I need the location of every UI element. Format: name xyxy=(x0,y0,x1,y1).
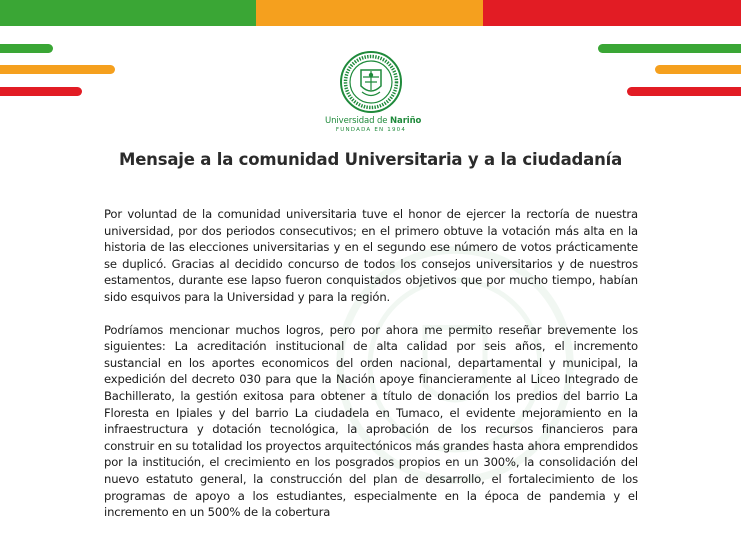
university-name xyxy=(325,116,422,126)
university-name-bold: Nariño xyxy=(390,116,422,126)
top-bar-green xyxy=(0,0,256,26)
top-bar-red xyxy=(483,0,741,26)
left-stripe-red xyxy=(0,87,82,96)
paragraph-2: Podríamos mencionar muchos logros, pero por ahora me permito reseñar brevemente los siguientes: La acreditación institucional de alta calidad por seis años, el incremento sustancial en los aportes economicos del orden nacional, departamental y municipal, la expedición del decreto 030 para que la Nación apoye financieramente al Liceo Integrado de Bachillerato, la gestión exitosa para obtener a título de donación los predios del barrio La Floresta en Ipiales y del barrio La ciudadela en Tumaco, el evidente mejoramiento en la infraestructura y dotación tecnológica, la aprobación de los recursos financieros para construir en su totalidad los proyectos arquitectónicos más grandes hasta ahora emprendidos por la institución, el crecimiento en los posgrados propios en un 300%, la consolidación del nuevo estatuto general, la construcción del plan de desarrollo, el fortalecimiento de los programas de apoyo a los estudiantes, especialmente en la época de pandemia y el incremento en un 500% de la cobertura xyxy=(104,322,638,520)
university-name-prefix: Universidad de xyxy=(325,116,391,126)
document-body xyxy=(104,206,638,537)
document-title: Mensaje a la comunidad Universitaria y a la ciudadanía xyxy=(118,150,623,169)
right-stripe-orange xyxy=(655,65,741,74)
right-stripe-red xyxy=(627,87,741,96)
left-stripe-orange xyxy=(0,65,115,74)
right-stripe-green xyxy=(598,44,741,53)
university-seal-icon xyxy=(339,50,403,114)
top-bar-orange xyxy=(256,0,483,26)
left-stripe-green xyxy=(0,44,53,53)
paragraph-1: Por voluntad de la comunidad universitaria tuve el honor de ejercer la rectoría de nuestra universidad, por dos periodos consecutivos; en el primero obtuve la votación más alta en la historia de las elecciones universitarias y en el segundo ese número de votos prácticamente se duplicó. Gracias al decidido concurso de todos los consejos universitarios y de nuestros estamentos, durante ese lapso fueron conquistados objetivos que por mucho tiempo, habían sido esquivos para la Universidad y para la región. xyxy=(104,207,638,304)
top-color-bar xyxy=(0,0,741,26)
founded-text: FUNDADA EN 1904 xyxy=(335,127,407,133)
university-logo xyxy=(325,50,422,133)
